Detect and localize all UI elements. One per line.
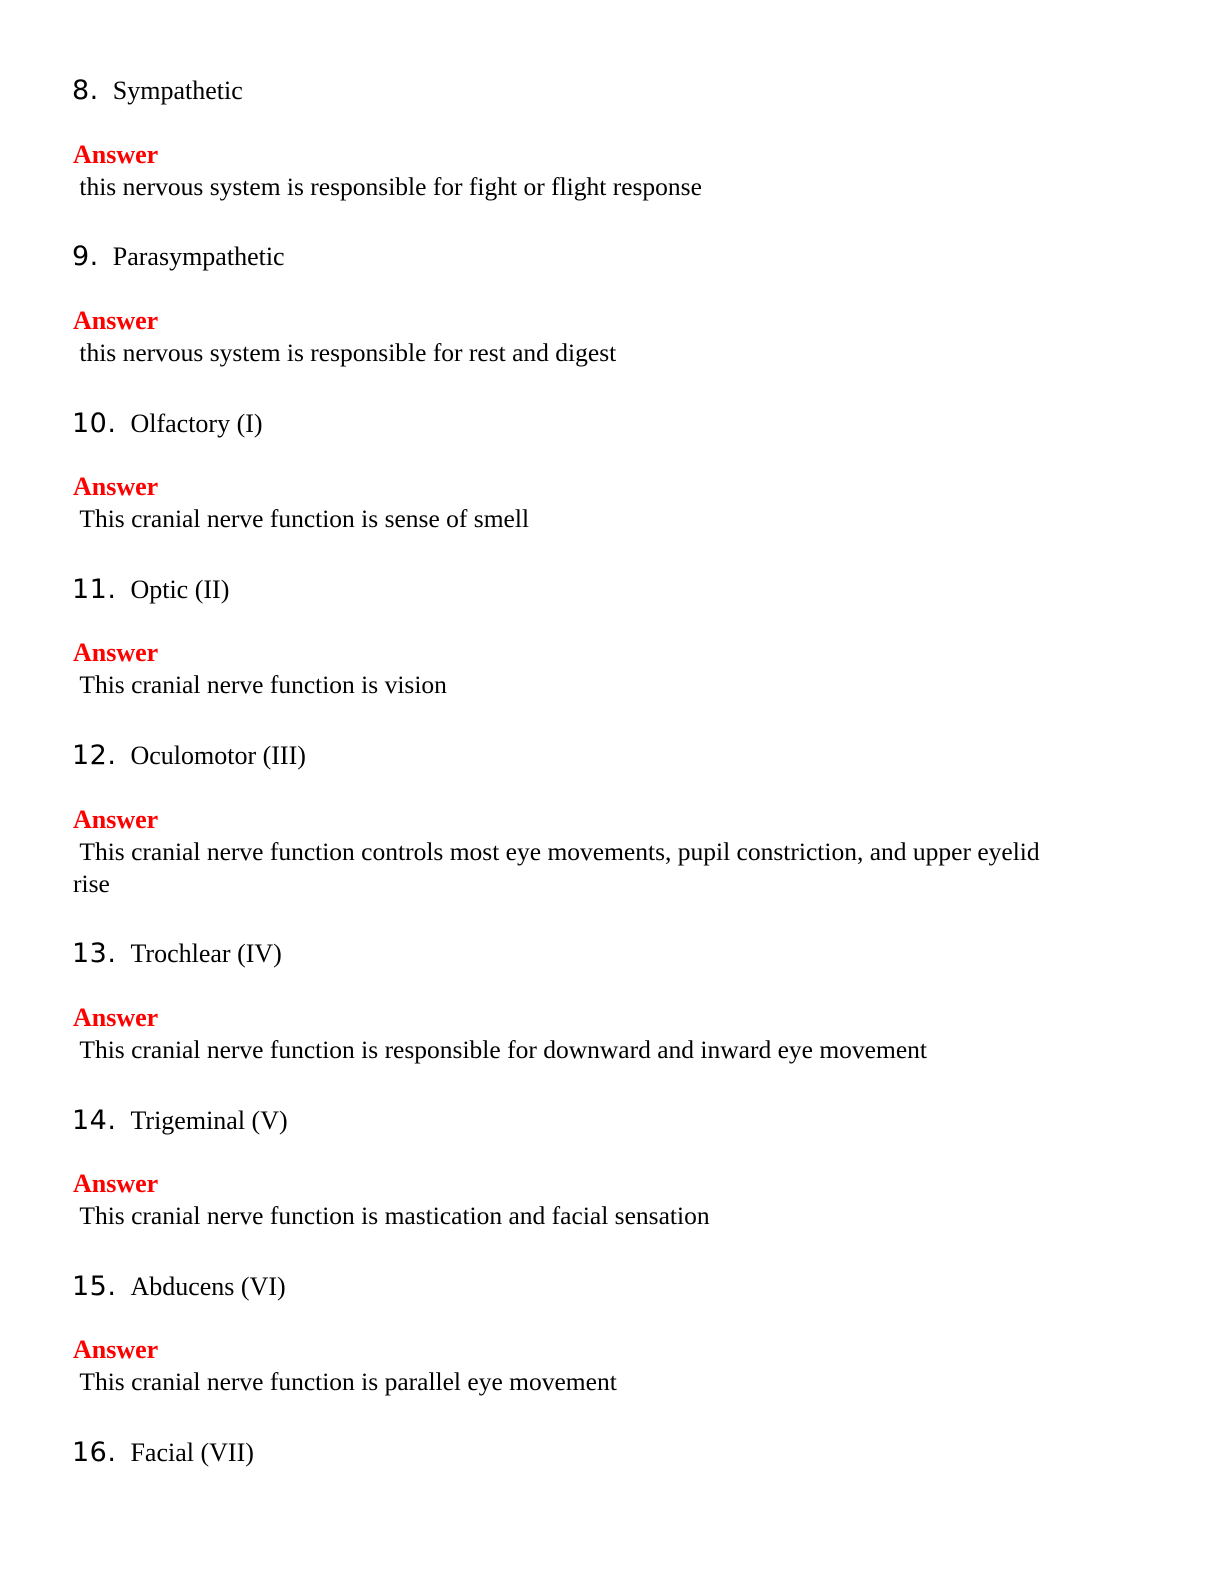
- question-11: [72, 575, 229, 605]
- question-9: [72, 242, 285, 272]
- question-12: [72, 741, 306, 771]
- answer-label: Answer: [73, 472, 159, 501]
- answer-label: Answer: [73, 1335, 159, 1364]
- question-8: [72, 76, 243, 106]
- answer-label: Answer: [73, 638, 159, 667]
- question-number: 16.: [72, 1437, 117, 1468]
- question-13: [72, 939, 282, 969]
- answer-label: Answer: [73, 306, 159, 335]
- question-term: Trochlear (IV): [130, 939, 282, 968]
- question-15: [72, 1272, 286, 1302]
- question-term: Parasympathetic: [112, 242, 285, 271]
- answer-label: Answer: [73, 1169, 159, 1198]
- answer-text: This cranial nerve function is parallel eye movement: [73, 1367, 617, 1396]
- question-number: 14.: [72, 1105, 117, 1136]
- answer-text: this nervous system is responsible for fight or flight response: [73, 172, 702, 201]
- answer-label: Answer: [73, 1003, 159, 1032]
- question-number: 12.: [72, 740, 117, 771]
- question-number: 11.: [72, 574, 117, 605]
- question-number: 13.: [72, 938, 117, 969]
- question-term: Facial (VII): [130, 1438, 254, 1467]
- question-term: Optic (II): [130, 575, 230, 604]
- question-10: [72, 409, 263, 439]
- answer-text: This cranial nerve function is vision: [73, 670, 447, 699]
- question-term: Trigeminal (V): [130, 1106, 288, 1135]
- answer-text: This cranial nerve function is responsible for downward and inward eye movement: [73, 1035, 927, 1064]
- question-16: [72, 1438, 254, 1468]
- question-14: [72, 1106, 288, 1136]
- answer-text: This cranial nerve function controls most eye movements, pupil constriction, and upper eyelid rise: [73, 837, 1040, 898]
- answer-text: This cranial nerve function is sense of smell: [73, 504, 530, 533]
- answer-label: Answer: [73, 805, 159, 834]
- question-number: 8.: [72, 75, 99, 106]
- question-term: Olfactory (I): [130, 409, 263, 438]
- question-number: 10.: [72, 408, 117, 439]
- question-term: Sympathetic: [112, 76, 243, 105]
- answer-label: Answer: [73, 140, 159, 169]
- answer-text: this nervous system is responsible for rest and digest: [73, 338, 617, 367]
- question-number: 9.: [72, 241, 99, 272]
- question-term: Abducens (VI): [130, 1272, 286, 1301]
- answer-text: This cranial nerve function is mastication and facial sensation: [73, 1201, 710, 1230]
- question-number: 15.: [72, 1271, 117, 1302]
- question-term: Oculomotor (III): [130, 741, 306, 770]
